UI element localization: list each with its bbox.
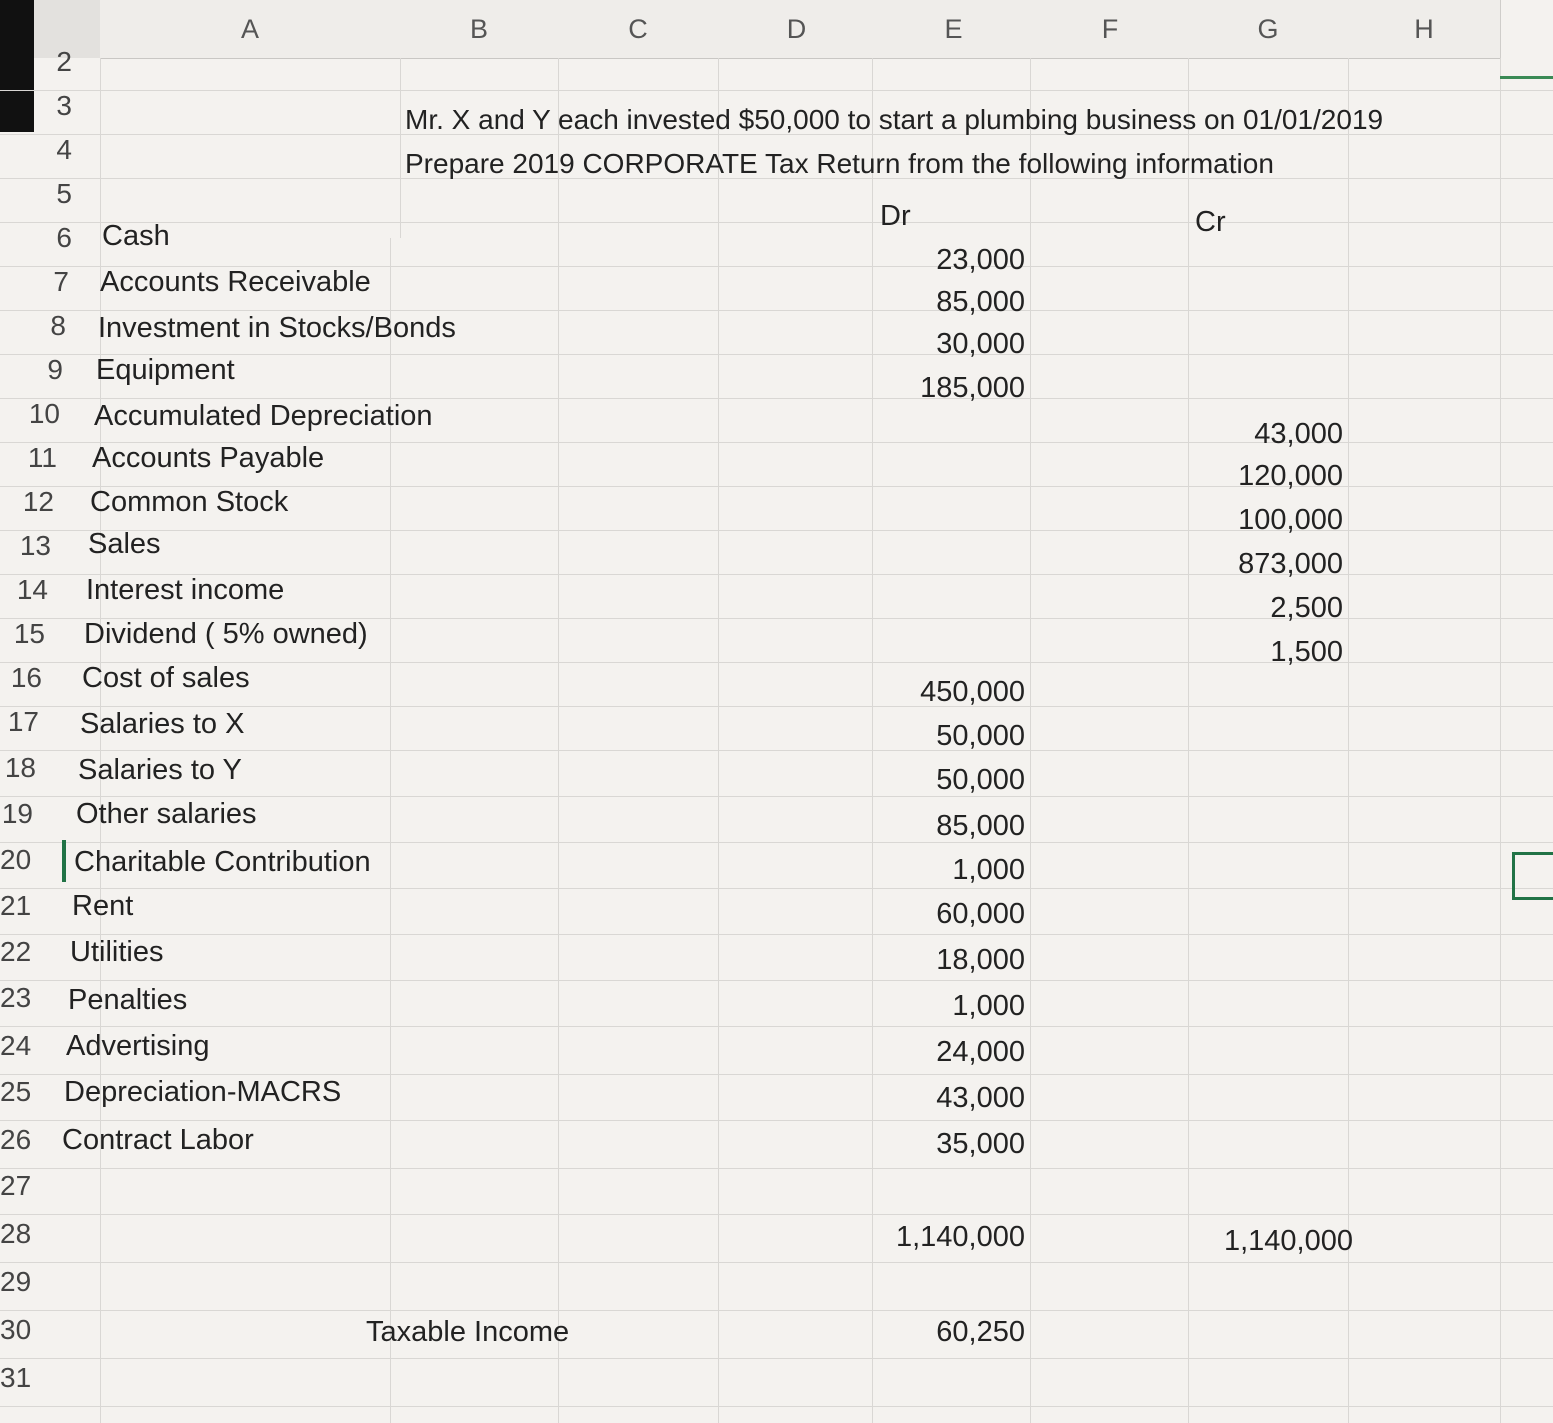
debit-value[interactable]: 85,000 xyxy=(936,286,1025,318)
row-header-8[interactable]: 8 xyxy=(50,310,66,341)
account-label[interactable]: Charitable Contribution xyxy=(74,846,371,878)
account-label[interactable]: Rent xyxy=(72,890,134,922)
account-label[interactable]: Salaries to X xyxy=(80,708,245,740)
row-header-29[interactable]: 29 xyxy=(0,1266,32,1297)
debit-value[interactable]: 185,000 xyxy=(920,372,1025,404)
debit-value[interactable]: 50,000 xyxy=(936,764,1025,796)
account-label[interactable]: Advertising xyxy=(66,1030,210,1062)
credit-value[interactable]: 43,000 xyxy=(1254,418,1343,450)
account-label[interactable]: Accounts Receivable xyxy=(100,266,371,298)
column-header-h[interactable]: H xyxy=(1348,0,1501,59)
column-header-b[interactable]: B xyxy=(400,0,559,59)
account-label[interactable]: Penalties xyxy=(68,984,188,1016)
debit-value[interactable]: 18,000 xyxy=(936,944,1025,976)
row-header-17[interactable]: 17 xyxy=(7,706,39,737)
column-header-d[interactable]: D xyxy=(718,0,876,59)
row-header-9[interactable]: 9 xyxy=(47,354,63,385)
column-header-a[interactable]: A xyxy=(100,0,401,59)
row-selection-marker xyxy=(62,840,66,882)
account-label[interactable]: Equipment xyxy=(96,354,235,386)
account-label[interactable]: Common Stock xyxy=(90,486,289,518)
row-header-4[interactable]: 4 xyxy=(56,134,72,165)
credit-value[interactable]: 2,500 xyxy=(1270,592,1343,624)
debit-value[interactable]: 24,000 xyxy=(936,1036,1025,1068)
taxable-income-label[interactable]: Taxable Income xyxy=(366,1316,570,1348)
account-label[interactable]: Cash xyxy=(102,220,170,252)
dr-header[interactable]: Dr xyxy=(880,200,911,232)
row-header-2[interactable]: 2 xyxy=(56,46,72,77)
debit-value[interactable]: 30,000 xyxy=(936,328,1025,360)
total-cr[interactable]: 1,140,000 xyxy=(1223,1225,1353,1257)
title-line-2[interactable]: Prepare 2019 CORPORATE Tax Return from the following information xyxy=(405,148,1274,179)
debit-value[interactable]: 23,000 xyxy=(936,244,1025,276)
credit-value[interactable]: 1,500 xyxy=(1270,636,1343,668)
account-label[interactable]: Accounts Payable xyxy=(92,442,325,474)
row-header-5[interactable]: 5 xyxy=(56,178,72,209)
account-label[interactable]: Dividend ( 5% owned) xyxy=(84,618,368,650)
account-label[interactable]: Sales xyxy=(88,528,161,560)
row-header-14[interactable]: 14 xyxy=(16,574,48,605)
row-header-28[interactable]: 28 xyxy=(0,1218,32,1249)
debit-value[interactable]: 50,000 xyxy=(936,720,1025,752)
row-header-11[interactable]: 11 xyxy=(27,442,57,473)
row-header-26[interactable]: 26 xyxy=(0,1124,32,1155)
account-label[interactable]: Salaries to Y xyxy=(78,754,242,786)
row-header-23[interactable]: 23 xyxy=(0,982,32,1013)
row-header-21[interactable]: 21 xyxy=(0,890,32,921)
credit-value[interactable]: 120,000 xyxy=(1238,460,1343,492)
grid-accent-line xyxy=(1500,76,1553,79)
row-header-30[interactable]: 30 xyxy=(0,1314,32,1345)
account-label[interactable]: Investment in Stocks/Bonds xyxy=(98,312,456,344)
row-header-31[interactable]: 31 xyxy=(0,1362,32,1393)
column-header-f[interactable]: F xyxy=(1032,0,1189,59)
debit-value[interactable]: 450,000 xyxy=(920,676,1025,708)
row-header-22[interactable]: 22 xyxy=(0,936,32,967)
account-label[interactable]: Contract Labor xyxy=(62,1124,254,1156)
row-header-16[interactable]: 16 xyxy=(10,662,42,693)
selected-cell-indicator[interactable] xyxy=(1512,852,1553,900)
row-header-25[interactable]: 25 xyxy=(0,1076,32,1107)
row-header-18[interactable]: 18 xyxy=(4,752,36,783)
credit-value[interactable]: 100,000 xyxy=(1238,504,1343,536)
debit-value[interactable]: 85,000 xyxy=(936,810,1025,842)
debit-value[interactable]: 35,000 xyxy=(936,1128,1025,1160)
debit-value[interactable]: 43,000 xyxy=(936,1082,1025,1114)
column-header-e[interactable]: E xyxy=(875,0,1033,59)
account-label[interactable]: Other salaries xyxy=(76,798,257,830)
row-header-12[interactable]: 12 xyxy=(22,486,54,517)
taxable-income-value[interactable]: 60,250 xyxy=(936,1316,1025,1348)
row-header-24[interactable]: 24 xyxy=(0,1030,32,1061)
credit-value[interactable]: 873,000 xyxy=(1238,548,1343,580)
row-header-15[interactable]: 15 xyxy=(13,618,45,649)
row-header-10[interactable]: 10 xyxy=(28,398,60,429)
row-header-7[interactable]: 7 xyxy=(53,266,69,297)
column-header-g[interactable]: G xyxy=(1188,0,1349,59)
title-line-1[interactable]: Mr. X and Y each invested $50,000 to start a plumbing business on 01/01/2019 xyxy=(405,104,1384,135)
debit-value[interactable]: 1,000 xyxy=(952,990,1025,1022)
row-header-6[interactable]: 6 xyxy=(56,222,72,253)
account-label[interactable]: Utilities xyxy=(70,936,164,968)
total-dr[interactable]: 1,140,000 xyxy=(895,1221,1025,1253)
row-header-13[interactable]: 13 xyxy=(19,530,51,561)
account-label[interactable]: Cost of sales xyxy=(82,662,250,694)
row-header-19[interactable]: 19 xyxy=(1,798,33,829)
row-header-3[interactable]: 3 xyxy=(56,90,72,121)
row-header-27[interactable]: 27 xyxy=(0,1170,32,1201)
debit-value[interactable]: 1,000 xyxy=(952,854,1025,886)
account-label[interactable]: Interest income xyxy=(86,574,285,606)
cr-header[interactable]: Cr xyxy=(1195,206,1226,238)
account-label[interactable]: Accumulated Depreciation xyxy=(94,400,433,432)
column-header-c[interactable]: C xyxy=(558,0,719,59)
account-label[interactable]: Depreciation-MACRS xyxy=(64,1076,342,1108)
row-header-20[interactable]: 20 xyxy=(0,844,32,875)
debit-value[interactable]: 60,000 xyxy=(936,898,1025,930)
